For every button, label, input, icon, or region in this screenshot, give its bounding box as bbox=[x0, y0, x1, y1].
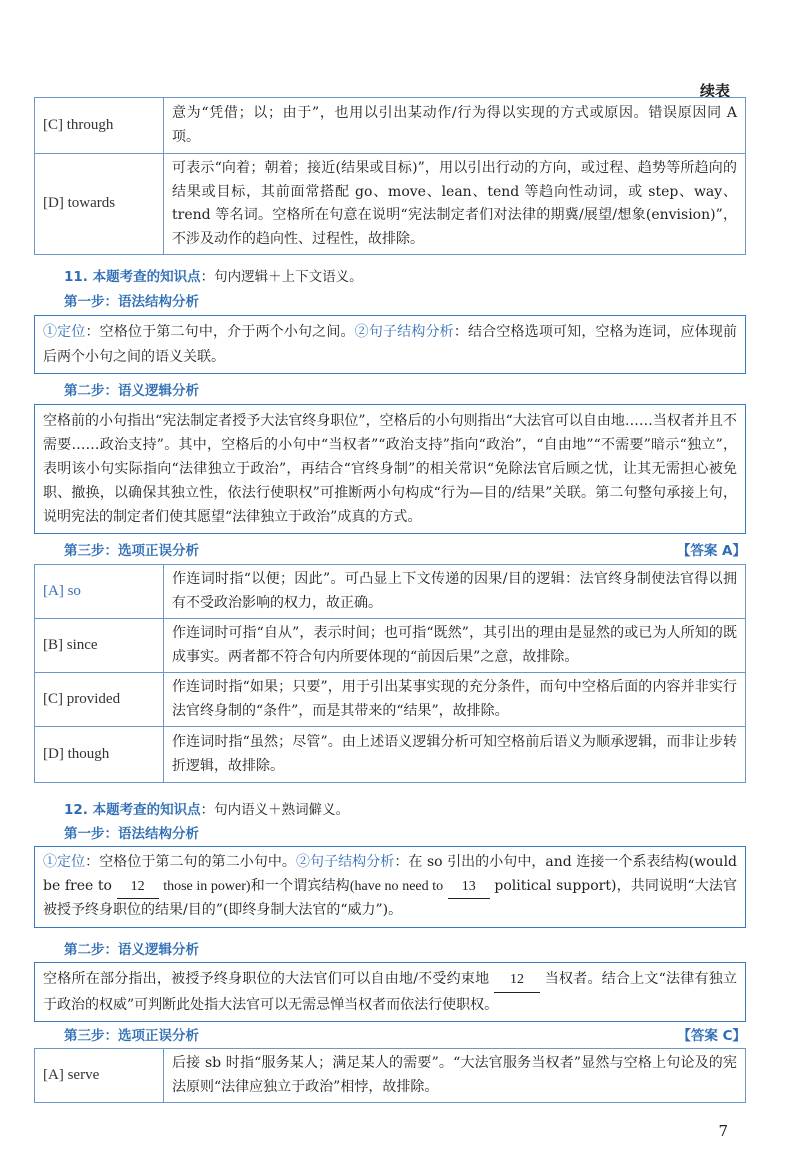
q11-structure-text: ：结合空格选项可知，空格为连词，应体现前后两个小句之间的语义关联。 bbox=[43, 324, 738, 365]
q12-number: 12. 本题考查的知识点 bbox=[64, 802, 201, 818]
q11-answer: 【答案 A】 bbox=[676, 543, 746, 559]
option-explanation: 后接 sb 时指“服务某人；满足某人的需要”。“大法官服务当权者”显然与空格上句论及的宪法原则“法律应独立于政治”相悖，故排除。 bbox=[164, 1049, 746, 1103]
option-label: [A] serve bbox=[35, 1049, 164, 1103]
q11-options-table bbox=[34, 564, 746, 783]
q12-semantic-text-b: 当权者。结合上文“法律有独立于政治的权威”可判断此处指大法官可以无需忌惮当权者而依法行使职权。 bbox=[43, 971, 738, 1013]
q12-structure-text-c: political support)，共同说明“大法官被授予终身职位的结果/目的”(即终身制大法官的“威力”)。 bbox=[43, 877, 738, 918]
q12-topic: ：句内语义＋熟词僻义。 bbox=[200, 802, 350, 818]
table-row bbox=[35, 565, 746, 619]
q12-title bbox=[34, 798, 746, 818]
q11-step2-heading: 第二步：语义逻辑分析 bbox=[64, 383, 199, 399]
q12-structure-label: ②句子结构分析 bbox=[295, 854, 395, 870]
option-explanation: 作连词时指“如果；只要”，用于引出某事实现的充分条件，而句中空格后面的内容并非实行法官终身制的“条件”，而是其带来的“结果”，故排除。 bbox=[164, 673, 746, 727]
option-label: [C] provided bbox=[35, 673, 164, 727]
q12-locate-label: ①定位 bbox=[43, 854, 86, 870]
q11-title bbox=[34, 265, 746, 285]
option-explanation: 作连词时指“虽然；尽管”。由上述语义逻辑分析可知空格前后语义为顺承逻辑，而非让步转折逻辑，故排除。 bbox=[164, 727, 746, 783]
continued-options-table bbox=[34, 97, 746, 255]
continued-table-label: 续表 bbox=[699, 82, 730, 100]
table-row bbox=[35, 727, 746, 783]
option-label: [D] towards bbox=[35, 154, 164, 255]
q12-answer: 【答案 C】 bbox=[677, 1028, 746, 1044]
q11-topic: ：句内逻辑＋上下文语义。 bbox=[200, 269, 363, 285]
q12-step3-heading: 第三步：选项正误分析 bbox=[64, 1028, 199, 1044]
option-explanation: 作连词时可指“自从”，表示时间；也可指“既然”，其引出的理由是显然的或已为人所知的既成事实。两者都不符合句内所要体现的“前因后果”之意，故排除。 bbox=[164, 619, 746, 673]
table-row bbox=[35, 154, 746, 255]
table-row bbox=[35, 619, 746, 673]
q11-step2-box bbox=[34, 404, 746, 534]
q11-step1-heading: 第一步：语法结构分析 bbox=[64, 294, 199, 310]
option-explanation: 可表示“向着；朝着；接近(结果或目标)”，用以引出行动的方向，或过程、趋势等所趋向的结果或目标，其前面常搭配 go、move、lean、tend 等趋向性动词，或 step、way、trend 等名词。空格所在句意在说明“宪法制定者们对法律的期冀/展望/想象(envision)”，不涉及动作的趋向性、过程性，故排除。 bbox=[164, 154, 746, 255]
q11-locate-text: ：空格位于第二句中，介于两个小句之间。 bbox=[85, 324, 355, 340]
option-label: [A] so bbox=[35, 565, 164, 619]
option-label: [B] since bbox=[35, 619, 164, 673]
option-label: [D] though bbox=[35, 727, 164, 783]
blank-13: 13 bbox=[448, 875, 490, 900]
q11-step3-header bbox=[34, 539, 746, 559]
option-label: [C] through bbox=[35, 98, 164, 154]
q11-step1-box bbox=[34, 315, 746, 374]
option-explanation: 意为“凭借；以；由于”，也用以引出某动作/行为得以实现的方式或原因。错误原因同 A 项。 bbox=[164, 98, 746, 154]
q11-number: 11. 本题考查的知识点 bbox=[64, 269, 201, 285]
q12-structure-text-a: ：在 so 引出的小句中，and 连接一个系表结构(would be free to bbox=[43, 854, 738, 894]
q12-step3-header bbox=[34, 1024, 746, 1044]
q11-structure-label: ②句子结构分析 bbox=[354, 324, 454, 340]
option-explanation: 作连词时指“以便；因此”。可凸显上下文传递的因果/目的逻辑：法官终身制使法官得以拥有不受政治影响的权力，故正确。 bbox=[164, 565, 746, 619]
table-row bbox=[35, 1049, 746, 1103]
blank-12: 12 bbox=[494, 968, 540, 993]
q11-step3-heading: 第三步：选项正误分析 bbox=[64, 543, 199, 559]
q12-step1-box bbox=[34, 846, 746, 928]
page-number: 7 bbox=[718, 1122, 728, 1140]
q11-locate-label: ①定位 bbox=[43, 324, 86, 340]
q12-step1-heading: 第一步：语法结构分析 bbox=[64, 826, 199, 842]
q12-structure-text-b: those in power)和一个谓宾结构(have no need to bbox=[163, 878, 444, 894]
q12-options-table bbox=[34, 1048, 746, 1103]
q12-step2-box bbox=[34, 962, 746, 1022]
q12-step2-heading: 第二步：语义逻辑分析 bbox=[64, 942, 199, 958]
q12-locate-text: ：空格位于第二句的第二小句中。 bbox=[85, 854, 296, 870]
blank-12: 12 bbox=[117, 875, 159, 900]
q11-semantic-analysis: 空格前的小句指出“宪法制定者授予大法官终身职位”，空格后的小句则指出“大法官可以自由地……当权者并且不需要……政治支持”。其中，空格后的小句中“当权者”“政治支持”指向“政治”，“自由地”“不需要”暗示“独立”，表明该小句实际指向“法律独立于政治”，再结合“官终身制”的相关常识“免除法官后顾之忧，让其无需担心被免职、撤换，以确保其独立性，依法行使职权”可推断两小句构成“行为—目的/结果”关联。第二句整句承接上句，说明宪法的制定者们使其愿望“法律独立于政治”成真的方式。 bbox=[34, 404, 746, 534]
q12-semantic-text-a: 空格所在部分指出，被授予终身职位的大法官们可以自由地/不受约束地 bbox=[43, 971, 490, 987]
table-row bbox=[35, 98, 746, 154]
table-row bbox=[35, 673, 746, 727]
